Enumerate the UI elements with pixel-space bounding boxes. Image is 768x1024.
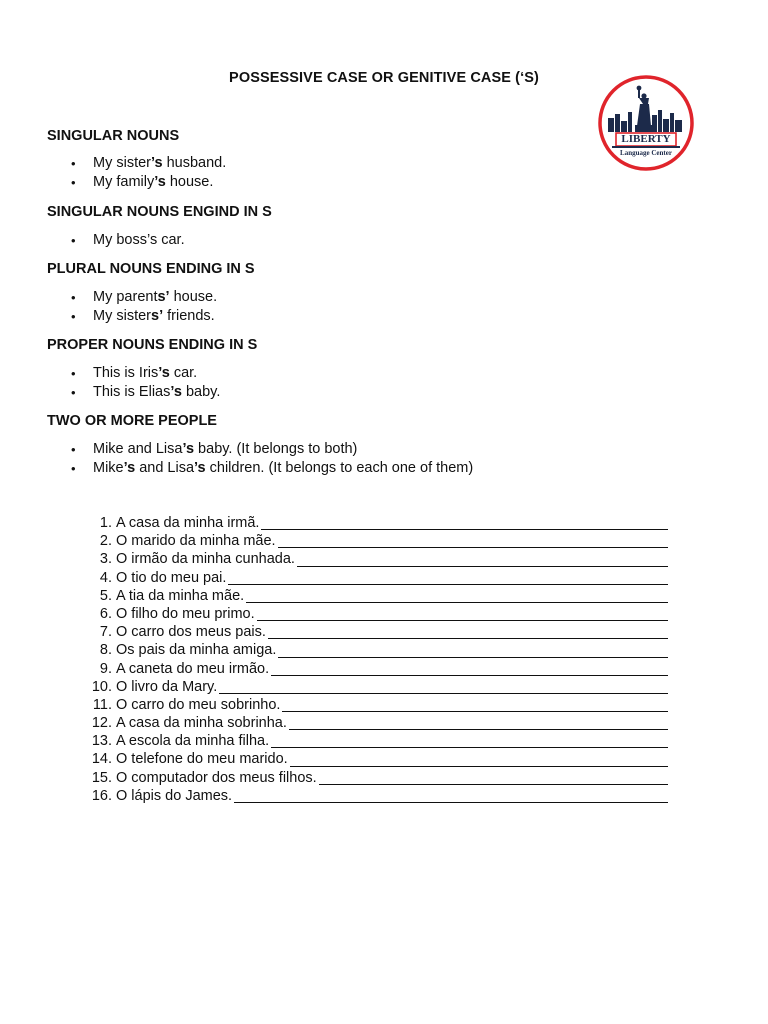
exercise-number: 1. <box>99 515 112 531</box>
exercise-prompt: O lápis do James. <box>116 787 233 804</box>
exercise-item <box>88 787 688 805</box>
exercise-number: 6. <box>99 605 112 622</box>
answer-blank-line[interactable] <box>257 620 668 621</box>
section-two-or-more-people <box>47 411 473 478</box>
exercise-number: 10. <box>91 678 112 695</box>
exercise-number: 15. <box>91 769 112 786</box>
answer-blank-line[interactable] <box>271 675 668 676</box>
exercise-prompt: O livro da Mary. <box>116 678 218 695</box>
list-item: • Mike’s and Lisa’s children. (It belongs to each one of them) <box>47 459 473 478</box>
list-item: • My sister’s husband. <box>47 154 226 173</box>
list-item: • This is Elias’s baby. <box>47 383 257 402</box>
section-singular-nouns-ending-s <box>47 202 272 250</box>
logo-brand-text: LIBERTY <box>621 133 671 145</box>
exercise-number: 16. <box>91 787 112 804</box>
exercise-item <box>88 714 688 732</box>
exercise-item <box>88 532 688 550</box>
list-item: • This is Iris’s car. <box>47 364 257 383</box>
answer-blank-line[interactable] <box>246 602 668 603</box>
section-singular-nouns <box>47 126 226 192</box>
answer-blank-line[interactable] <box>261 529 668 530</box>
exercise-prompt: O carro do meu sobrinho. <box>116 696 281 713</box>
exercise-item <box>88 696 688 714</box>
exercise-number: 8. <box>99 642 112 659</box>
section-heading: TWO OR MORE PEOPLE <box>47 413 217 429</box>
exercise-prompt: A tia da minha mãe. <box>116 587 245 604</box>
answer-blank-line[interactable] <box>268 638 668 639</box>
section-heading: PLURAL NOUNS ENDING IN S <box>47 261 255 277</box>
exercise-number: 13. <box>91 733 112 750</box>
exercise-item <box>88 514 688 532</box>
exercise-item <box>88 732 688 750</box>
exercise-number: 9. <box>99 660 112 677</box>
exercise-item <box>88 605 688 623</box>
section-proper-nouns-ending-s <box>47 335 257 402</box>
exercise-number: 3. <box>99 551 112 568</box>
exercise-number: 7. <box>99 624 112 641</box>
exercise-prompt: O irmão da minha cunhada. <box>116 551 295 568</box>
list-item: • My boss’s car. <box>47 231 272 250</box>
section-heading: PROPER NOUNS ENDING IN S <box>47 337 258 353</box>
exercise-prompt: O tio do meu pai. <box>116 569 227 586</box>
exercise-item <box>88 550 688 568</box>
section-plural-nouns-ending-s <box>47 259 255 326</box>
exercise-item <box>88 587 688 605</box>
exercise-item <box>88 641 688 659</box>
exercise-item <box>88 750 688 768</box>
exercise-prompt: O marido da minha mãe. <box>116 533 276 550</box>
exercise-item <box>88 660 688 678</box>
exercise-prompt: A casa da minha irmã. <box>116 515 260 531</box>
answer-blank-line[interactable] <box>289 729 668 730</box>
exercise-item <box>88 678 688 696</box>
list-item: • Mike and Lisa’s baby. (It belongs to both) <box>47 440 473 459</box>
liberty-logo <box>594 74 698 172</box>
exercise-prompt: O filho do meu primo. <box>116 605 255 622</box>
section-heading: SINGULAR NOUNS ENGIND IN S <box>47 204 272 220</box>
logo-subtitle-text: Language Center <box>620 149 672 157</box>
list-item: • My sisters’ friends. <box>47 307 255 326</box>
list-item: • My family’s house. <box>47 173 226 192</box>
exercise-item <box>88 769 688 787</box>
exercise-number: 14. <box>91 751 112 768</box>
answer-blank-line[interactable] <box>228 584 668 585</box>
answer-blank-line[interactable] <box>219 693 668 694</box>
answer-blank-line[interactable] <box>234 802 668 803</box>
answer-blank-line[interactable] <box>319 784 668 785</box>
exercise-prompt: O carro dos meus pais. <box>116 624 266 641</box>
page-title: POSSESSIVE CASE OR GENITIVE CASE (‘S) <box>229 70 539 86</box>
exercise-item <box>88 623 688 641</box>
exercise-prompt: A caneta do meu irmão. <box>116 660 270 677</box>
exercise-prompt: O telefone do meu marido. <box>116 751 288 768</box>
exercise-number: 11. <box>92 696 112 713</box>
exercise-prompt: Os pais da minha amiga. <box>116 642 277 659</box>
exercise-item <box>88 569 688 587</box>
answer-blank-line[interactable] <box>290 766 668 767</box>
exercise-number: 4. <box>99 569 112 586</box>
exercise-number: 12. <box>91 715 112 732</box>
section-heading: SINGULAR NOUNS <box>47 128 180 144</box>
exercise-number: 5. <box>99 587 112 604</box>
answer-blank-line[interactable] <box>282 711 668 712</box>
exercise-prompt: A casa da minha sobrinha. <box>116 715 287 732</box>
answer-blank-line[interactable] <box>297 566 668 567</box>
answer-blank-line[interactable] <box>271 747 668 748</box>
exercise-number: 2. <box>99 533 112 550</box>
liberty-logo-graphic <box>594 74 698 172</box>
answer-blank-line[interactable] <box>278 547 668 548</box>
translation-exercises <box>88 514 688 805</box>
list-item: • My parents’ house. <box>47 288 255 307</box>
exercise-prompt: A escola da minha filha. <box>116 733 270 750</box>
exercise-prompt: O computador dos meus filhos. <box>116 769 317 786</box>
answer-blank-line[interactable] <box>278 657 668 658</box>
